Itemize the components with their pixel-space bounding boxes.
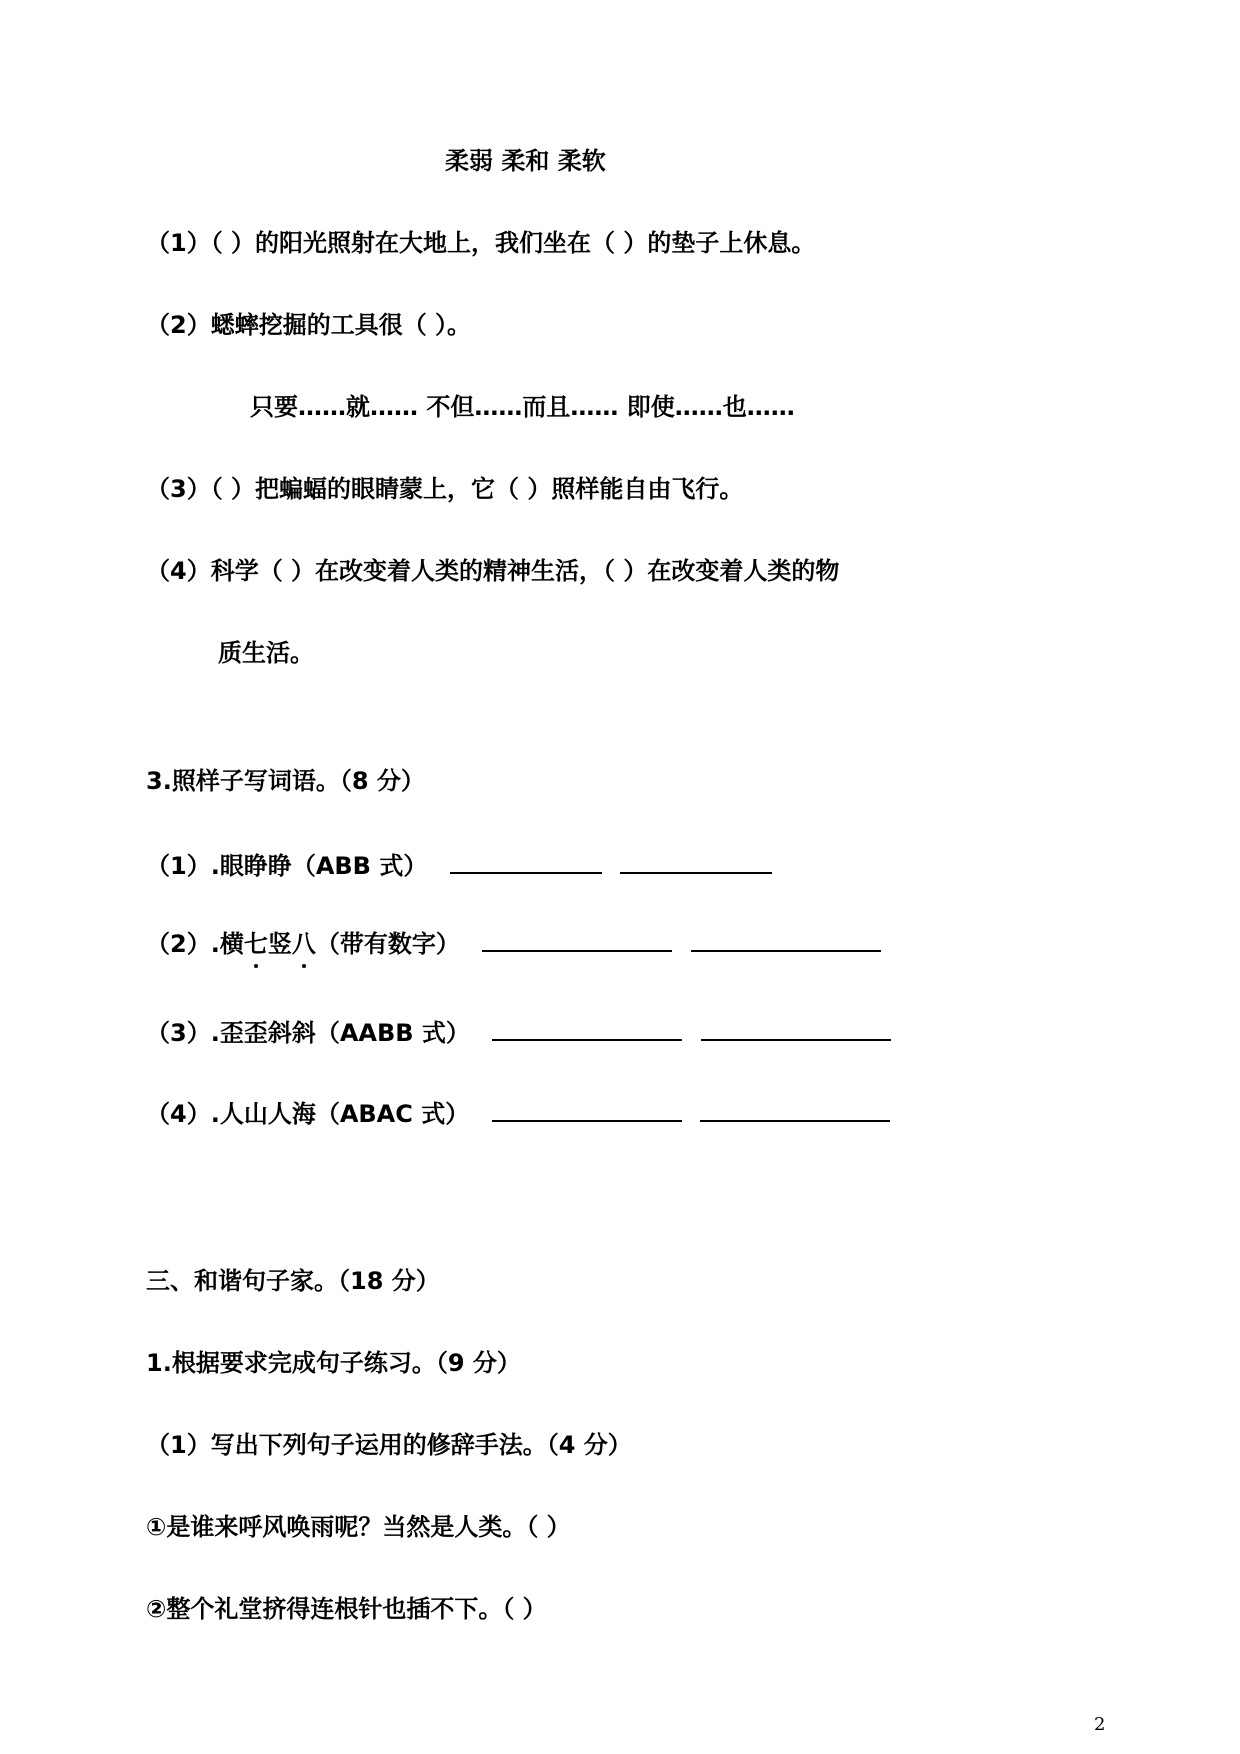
answer-blank[interactable]: [492, 1015, 682, 1041]
word-choices-1: 柔弱 柔和 柔软: [445, 147, 606, 175]
page-number: 2: [1094, 1714, 1106, 1735]
question-2: （2）蟋蟀挖掘的工具很（ ）。: [146, 311, 472, 339]
sample-4-label: （4）.人山人海（ABAC 式）: [146, 1100, 470, 1128]
question-4-line-1: （4）科学（ ）在改变着人类的精神生活，（ ）在改变着人类的物: [146, 557, 840, 585]
answer-blank[interactable]: [691, 926, 881, 952]
part-3-question-1: 1.根据要求完成句子练习。（9 分）: [146, 1349, 521, 1377]
sample-1-label: （1）.眼睁睁（ABB 式）: [146, 852, 428, 880]
section-3-title: 3.照样子写词语。（8 分）: [146, 767, 425, 795]
sample-1: [146, 848, 772, 882]
answer-blank[interactable]: [482, 926, 672, 952]
answer-blank[interactable]: [701, 1015, 891, 1041]
part-3-title: 三、和谐句子家。（18 分）: [146, 1267, 440, 1295]
sample-2-prefix: （2）.横: [146, 930, 244, 958]
question-3: （3）（ ）把蝙蝠的眼睛蒙上，它（ ）照样能自由飞行。: [146, 475, 744, 503]
sample-2-mid: 竖: [267, 930, 292, 958]
question-4-line-2: 质生活。: [218, 639, 314, 667]
answer-blank[interactable]: [620, 848, 772, 874]
rhetoric-item-2: ②整个礼堂挤得连根针也插不下。（ ）: [146, 1595, 547, 1623]
answer-blank[interactable]: [492, 1096, 682, 1122]
answer-blank[interactable]: [700, 1096, 890, 1122]
word-choices-2: 只要……就…… 不但……而且…… 即使……也……: [250, 393, 795, 421]
rhetoric-item-1: ①是谁来呼风唤雨呢？当然是人类。（ ）: [146, 1513, 571, 1541]
sample-2: [146, 926, 881, 960]
question-1: （1）（ ）的阳光照射在大地上，我们坐在（ ）的垫子上休息。: [146, 229, 816, 257]
sample-3: [146, 1015, 891, 1049]
emphasis-char: 七: [243, 930, 268, 958]
emphasis-char: 八: [291, 930, 316, 958]
part-3-question-1-sub-1: （1）写出下列句子运用的修辞手法。（4 分）: [146, 1431, 632, 1459]
answer-blank[interactable]: [450, 848, 602, 874]
sample-2-suffix: （带有数字）: [315, 930, 460, 958]
sample-3-label: （3）.歪歪斜斜（AABB 式）: [146, 1019, 470, 1047]
sample-4: [146, 1096, 890, 1130]
